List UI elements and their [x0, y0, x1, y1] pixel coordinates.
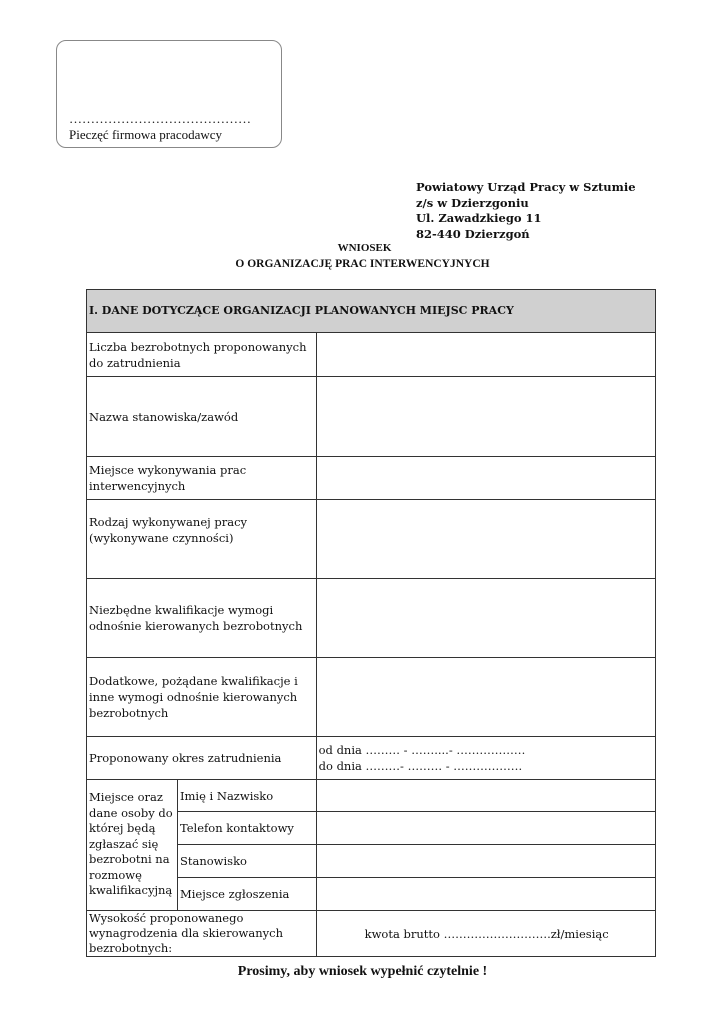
document-title-text: WNIOSEK [337, 242, 392, 254]
input-unemployed-count[interactable] [316, 333, 655, 377]
input-additional-qualifications[interactable] [316, 658, 655, 737]
footer-note: Prosimy, aby wniosek wypełnić czytelnie ! [237, 964, 488, 979]
address-line-3: Ul. Zawadzkiego 11 [416, 211, 542, 225]
row-label-position-name: Nazwa stanowiska/zawód [87, 377, 317, 457]
row-label-work-type: Rodzaj wykonywanej pracy (wykonywane czynności) [87, 500, 317, 579]
row-label-salary: Wysokość proponowanego wynagrodzenia dla skierowanych bezrobotnych: [87, 911, 317, 957]
row-label-unemployed-count: Liczba bezrobotnych proponowanych do zatrudnienia [87, 333, 317, 377]
label-full-name: Imię i Nazwisko [177, 780, 316, 812]
input-application-place[interactable] [316, 878, 655, 911]
input-salary[interactable]: kwota brutto ……………………….zł/miesiąc [316, 911, 655, 957]
label-phone: Telefon kontaktowy [177, 812, 316, 845]
application-form-table [86, 289, 656, 957]
input-employment-period[interactable] [316, 737, 655, 780]
row-label-contact-person: Miejsce oraz dane osoby do której będą zgłaszać się bezrobotni na rozmowę kwalifikacyjną [87, 780, 178, 911]
address-line-4: 82-440 Dzierzgoń [416, 226, 530, 241]
input-required-qualifications[interactable] [316, 579, 655, 658]
document-title [0, 242, 725, 254]
row-label-work-location: Miejsce wykonywania prac interwencyjnych [87, 457, 317, 500]
row-label-additional-qualifications: Dodatkowe, pożądane kwalifikacje i inne wymogi odnośnie kierowanych bezrobotnych [87, 658, 317, 737]
company-stamp-box [56, 40, 282, 148]
stamp-label: Pieczęć firmowa pracodawcy [69, 127, 223, 142]
document-subtitle: O ORGANIZACJĘ PRAC INTERWENCYJNYCH [235, 258, 490, 270]
period-from: od dnia ……… - ……....- ……………… [318, 743, 526, 757]
recipient-address [416, 180, 636, 242]
input-full-name[interactable] [316, 780, 655, 812]
input-work-location[interactable] [316, 457, 655, 500]
label-application-place: Miejsce zgłoszenia [177, 878, 316, 911]
address-line-1: Powiatowy Urząd Pracy w Sztumie [416, 180, 636, 194]
period-to: do dnia ………- ……… - ……………… [318, 759, 523, 773]
label-position: Stanowisko [177, 845, 316, 878]
stamp-signature-line: …………………………………… [69, 111, 251, 126]
input-work-type[interactable] [316, 500, 655, 579]
section-header: I. DANE DOTYCZĄCE ORGANIZACJI PLANOWANYCH MIEJSC PRACY [87, 290, 656, 333]
address-line-2: z/s w Dzierzgoniu [416, 195, 529, 210]
input-position[interactable] [316, 845, 655, 878]
input-phone[interactable] [316, 812, 655, 845]
row-label-required-qualifications: Niezbędne kwalifikacje wymogi odnośnie kierowanych bezrobotnych [87, 579, 317, 658]
row-label-employment-period: Proponowany okres zatrudnienia [87, 737, 317, 780]
input-position-name[interactable] [316, 377, 655, 457]
